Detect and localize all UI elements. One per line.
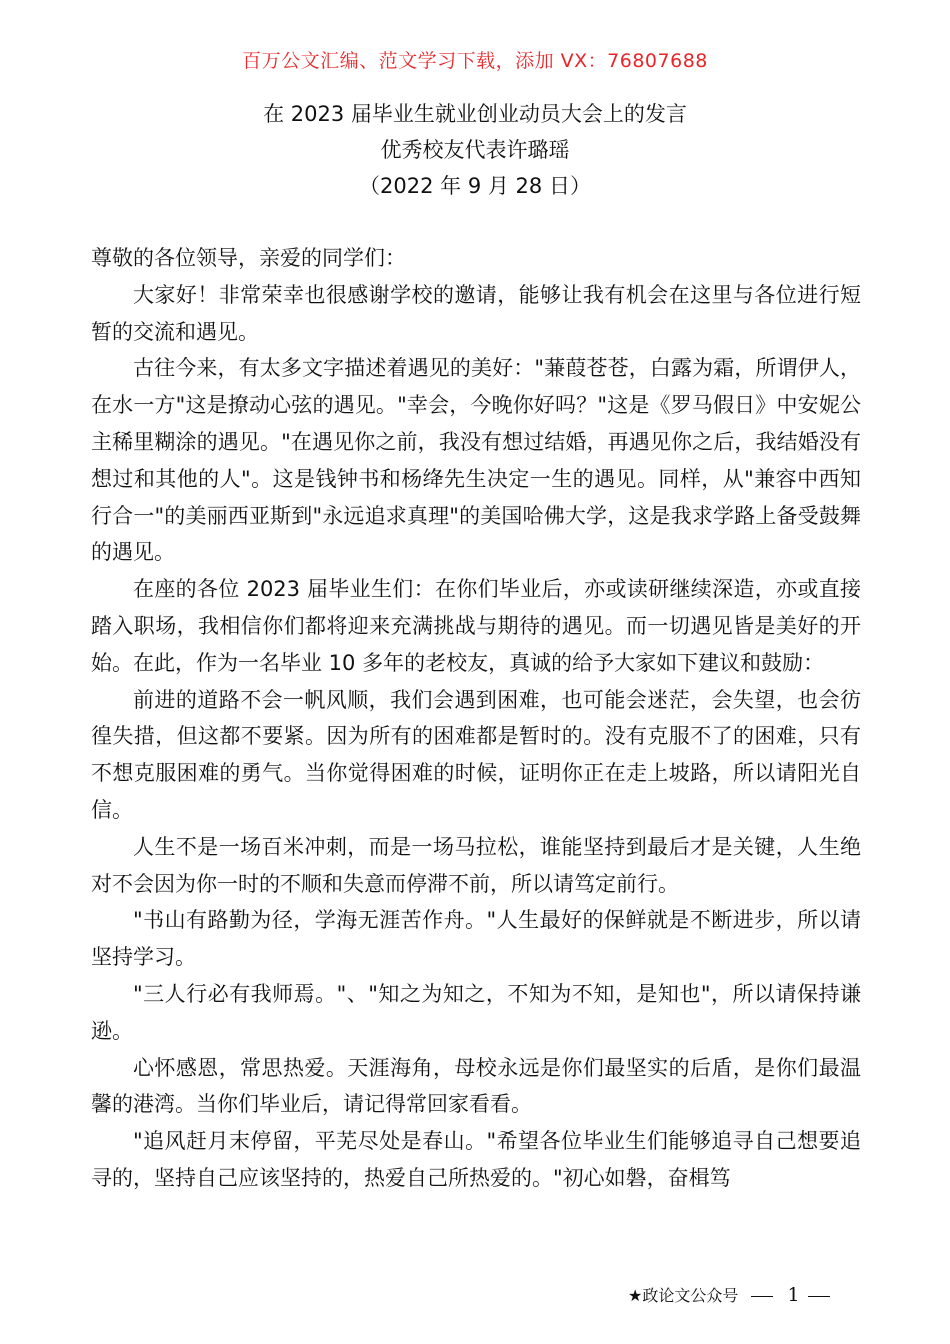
speech-title: 在 2023 届毕业生就业创业动员大会上的发言 — [263, 102, 687, 126]
paragraph: "三人行必有我师焉。"、"知之为知之，不知为不知，是知也"，所以请保持谦逊。 — [91, 981, 861, 1043]
paragraph: "书山有路勤为径，学海无涯苦作舟。"人生最好的保鲜就是不断进步，所以请坚持学习。 — [91, 908, 861, 970]
paragraph: 心怀感恩，常思热爱。天涯海角，母校永远是你们最坚实的后盾，是你们最温馨的港湾。当你们毕业后，请记得常回家看看。 — [91, 1055, 861, 1117]
footer-dash-left — [751, 1296, 773, 1297]
download-banner: 百万公文汇编、范文学习下载，添加 VX：76807688 — [242, 50, 708, 72]
speaker-name: 优秀校友代表许璐瑶 — [380, 138, 570, 162]
title-block — [0, 96, 950, 204]
footer-source: ★政论文公众号 — [628, 1286, 739, 1305]
page-number: 1 — [787, 1284, 800, 1306]
speech-body — [91, 240, 861, 1197]
footer-dash-right — [808, 1296, 830, 1297]
paragraph: "追风赶月末停留，平芜尽处是春山。"希望各位毕业生们能够追寻自己想要追寻的，坚持自己应该坚持的，热爱自己所热爱的。"初心如磐，奋楫笃 — [91, 1129, 861, 1190]
paragraph: 人生不是一场百米冲刺，而是一场马拉松，谁能坚持到最后才是关键，人生绝对不会因为你一时的不顺和失意而停滞不前，所以请笃定前行。 — [91, 834, 861, 896]
speech-date: （2022 年 9 月 28 日） — [359, 174, 591, 198]
paragraph: 在座的各位 2023 届毕业生们：在你们毕业后，亦或读研继续深造，亦或直接踏入职场，我相信你们都将迎来充满挑战与期待的遇见。而一切遇见皆是美好的开始。在此，作为一名毕业 10 多年的老校友，真诚的给予大家如下建议和鼓励： — [91, 577, 861, 675]
paragraph: 古往今来，有太多文字描述着遇见的美好："蒹葭苍苍，白露为霜，所谓伊人，在水一方"这是撩动心弦的遇见。"幸会，今晚你好吗？"这是《罗马假日》中安妮公主稀里糊涂的遇见。"在遇见你之前，我没有想过结婚，再遇见你之后，我结婚没有想过和其他的人"。这是钱钟书和杨绛先生决定一生的遇见。同样，从"兼容中西知行合一"的美丽西亚斯到"永远追求真理"的美国哈佛大学，这是我求学路上备受鼓舞的遇见。 — [91, 356, 861, 565]
paragraph: 大家好！非常荣幸也很感谢学校的邀请，能够让我有机会在这里与各位进行短暂的交流和遇见。 — [91, 282, 861, 344]
salutation: 尊敬的各位领导，亲爱的同学们： — [91, 246, 406, 270]
paragraph: 前进的道路不会一帆风顺，我们会遇到困难，也可能会迷茫，会失望，也会彷徨失措，但这都不要紧。因为所有的困难都是暂时的。没有克服不了的困难，只有不想克服困难的勇气。当你觉得困难的时候，证明你正在走上坡路，所以请阳光自信。 — [91, 687, 861, 822]
page-footer — [628, 1283, 838, 1306]
